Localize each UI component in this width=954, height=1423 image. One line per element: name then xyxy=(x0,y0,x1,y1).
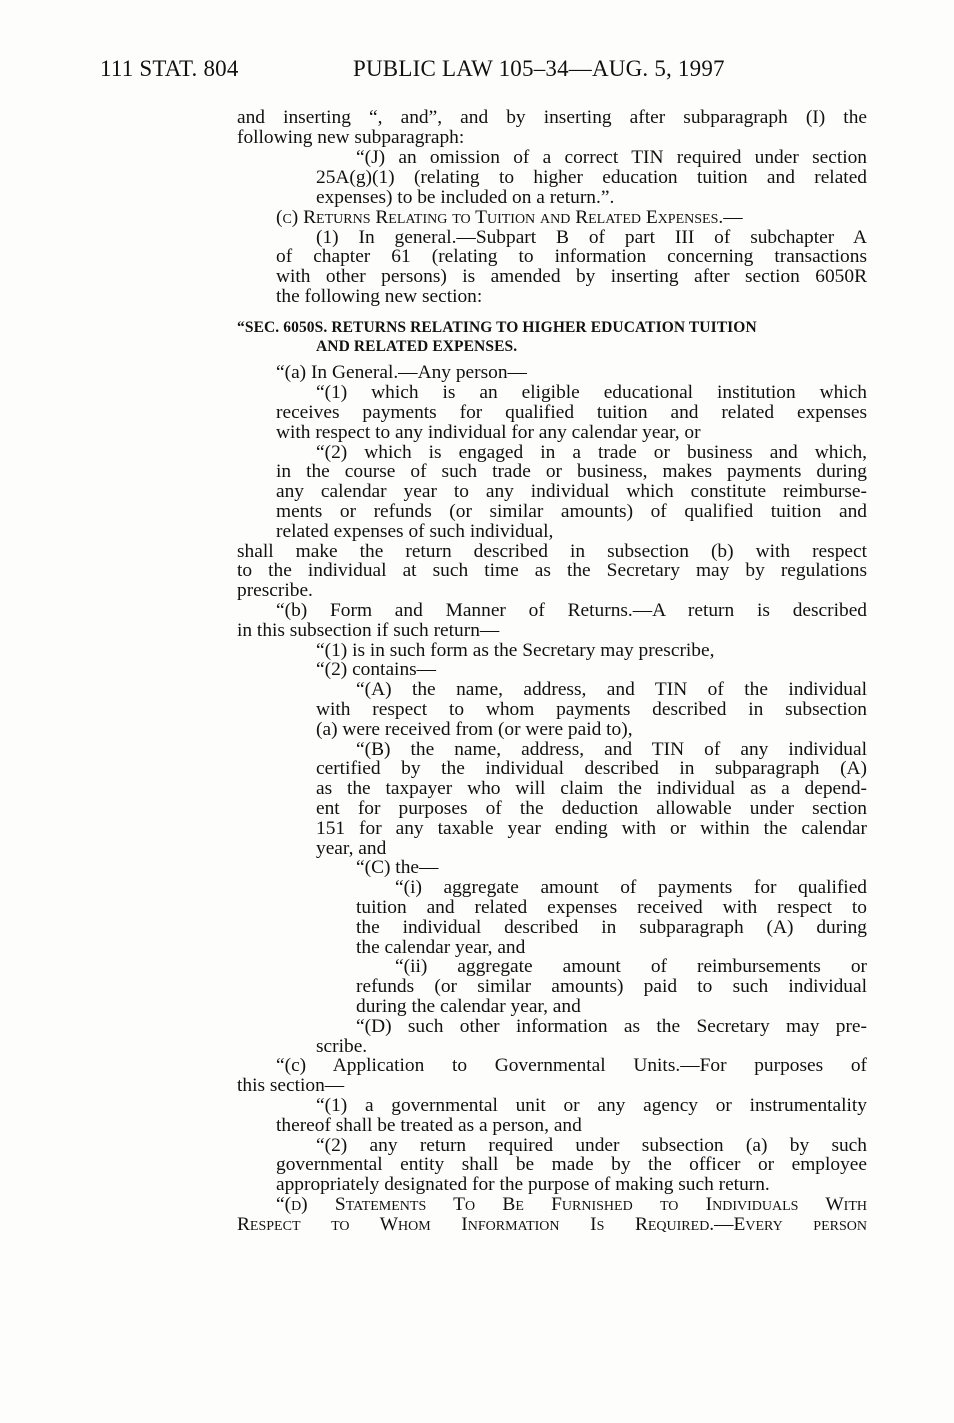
text-line: thereof shall be treated as a person, and xyxy=(276,1115,582,1136)
subsection-heading: (c) Returns Relating to Tuition and Related Expenses.— xyxy=(276,207,743,228)
text-line: certified by the individual described in subparagraph (A) xyxy=(316,758,867,779)
subsection-heading: “(b) Form and Manner of Returns.—A return is described xyxy=(276,600,867,621)
text-line: “(2) any return required under subsection (a) by such xyxy=(316,1135,867,1156)
text-line: “(B) the name, address, and TIN of any individual xyxy=(356,739,867,760)
text-line: “(1) a governmental unit or any agency or instrumentality xyxy=(316,1095,867,1116)
text-line: scribe. xyxy=(316,1036,368,1057)
text-line: with respect to any individual for any calendar year, or xyxy=(276,422,701,443)
text-line: “(ii) aggregate amount of reimbursements or xyxy=(395,956,867,977)
subsection-heading: “(d) Statements To Be Furnished to Individuals With xyxy=(276,1194,867,1215)
text-line: “(2) contains— xyxy=(316,659,437,680)
text-line: of chapter 61 (relating to information concerning transactions xyxy=(276,246,867,267)
subsection-heading: “(a) In General.—Any person— xyxy=(276,362,527,383)
text-line: and inserting “, and”, and by inserting after subparagraph (I) the xyxy=(237,107,867,128)
text-line: shall make the return described in subsection (b) with respect xyxy=(237,541,867,562)
text-line: “(J) an omission of a correct TIN required under section xyxy=(356,147,867,168)
text-line: with respect to whom payments described in subsection xyxy=(316,699,867,720)
text-line: related expenses of such individual, xyxy=(276,521,554,542)
text-line: 25A(g)(1) (relating to higher education tuition and related xyxy=(316,167,867,188)
text-line: ent for purposes of the deduction allowable under section xyxy=(316,798,867,819)
text-line: “(1) is in such form as the Secretary may prescribe, xyxy=(316,640,715,661)
text-line: refunds (or similar amounts) paid to such individual xyxy=(356,976,867,997)
text-line: prescribe. xyxy=(237,580,313,601)
text-line: in the course of such trade or business, makes payments during xyxy=(276,461,867,482)
text-line: “(D) such other information as the Secretary may pre- xyxy=(356,1016,867,1037)
text-line: (1) In general.—Subpart B of part III of subchapter A xyxy=(316,227,867,248)
public-law-title: PUBLIC LAW 105–34—AUG. 5, 1997 xyxy=(353,56,725,81)
text-line: appropriately designated for the purpose of making such return. xyxy=(276,1174,770,1195)
text-line: “(C) the— xyxy=(356,857,439,878)
text-line: “(A) the name, address, and TIN of the individual xyxy=(356,679,867,700)
section-heading: AND RELATED EXPENSES. xyxy=(316,338,518,355)
text-line: following new subparagraph: xyxy=(237,127,465,148)
text-line: receives payments for qualified tuition and related expenses xyxy=(276,402,867,423)
section-heading: “SEC. 6050S. RETURNS RELATING TO HIGHER EDUCATION TUITION xyxy=(237,319,757,336)
text-line: “(i) aggregate amount of payments for qualified xyxy=(395,877,867,898)
text-line: the calendar year, and xyxy=(356,937,526,958)
text-line: the following new section: xyxy=(276,286,483,307)
text-line: any calendar year to any individual which constitute reimburse- xyxy=(276,481,867,502)
subsection-heading: “(c) Application to Governmental Units.—For purposes of xyxy=(276,1055,867,1076)
page-header xyxy=(100,56,740,86)
text-line: with other persons) is amended by inserting after section 6050R xyxy=(276,266,867,287)
text-line: as the taxpayer who will claim the individual as a depend- xyxy=(316,778,867,799)
text-line: “(2) which is engaged in a trade or business and which, xyxy=(316,442,867,463)
text-line: this section— xyxy=(237,1075,345,1096)
text-line: ments or refunds (or similar amounts) of qualified tuition and xyxy=(276,501,867,522)
text-line: year, and xyxy=(316,838,387,859)
text-line: during the calendar year, and xyxy=(356,996,581,1017)
text-line: “(1) which is an eligible educational institution which xyxy=(316,382,867,403)
text-line: 151 for any taxable year ending with or within the calendar xyxy=(316,818,867,839)
text-line: tuition and related expenses received with respect to xyxy=(356,897,867,918)
text-line: governmental entity shall be made by the officer or employee xyxy=(276,1154,867,1175)
statute-citation: 111 STAT. 804 xyxy=(100,56,239,81)
text-line: expenses) to be included on a return.”. xyxy=(316,187,615,208)
text-line: the individual described in subparagraph (A) during xyxy=(356,917,867,938)
text-line: (a) were received from (or were paid to), xyxy=(316,719,633,740)
text-line: to the individual at such time as the Secretary may by regulations xyxy=(237,560,867,581)
subsection-heading: Respect to Whom Information Is Required.—Every person xyxy=(237,1214,867,1235)
text-line: in this subsection if such return— xyxy=(237,620,500,641)
